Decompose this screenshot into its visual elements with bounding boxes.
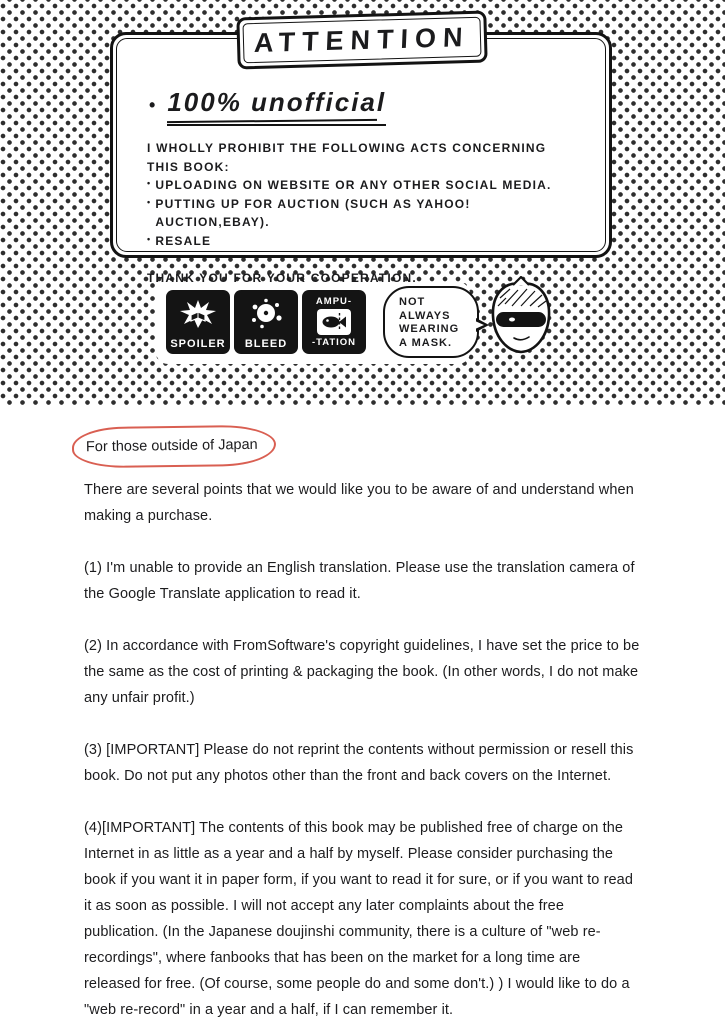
notes-intro: There are several points that we would like you to be aware of and understand when making a purchase.: [84, 482, 634, 524]
prohibited-act: [147, 195, 575, 232]
speech-bubble: [383, 286, 479, 358]
note-paragraph: (1) I'm unable to provide an English translation. Please use the translation camera of the Google Translate application to read it.: [84, 560, 635, 602]
note-paragraph: (3) [IMPORTANT] Please do not reprint the contents without permission or resell this book. Do not put any photos other than the front and back covers on the Internet.: [84, 742, 634, 784]
prohibited-act-text: RESALE: [155, 233, 212, 248]
prohibited-act: [147, 176, 575, 195]
prohibited-act-text: PUTTING UP FOR AUCTION (SUCH AS YAHOO! AUCTION,EBAY).: [155, 196, 471, 229]
mask-face-illustration: [482, 276, 560, 367]
badge-spoiler: [166, 290, 230, 354]
badge-bleed-label: BLEED: [244, 338, 288, 350]
act-bullet: •: [147, 178, 152, 188]
notes-section: [0, 405, 725, 1023]
speech-bubble-line: NOT: [399, 296, 426, 308]
speech-bubble-line: A MASK.: [399, 336, 453, 349]
attention-banner: [236, 11, 487, 70]
badge-amputation-label-bottom: -TATION: [311, 337, 357, 348]
act-bullet: •: [147, 196, 152, 207]
thanks-line: THANK YOU FOR YOUR COOPERATION.: [147, 271, 417, 285]
speech-bubble-line: WEARING: [399, 323, 460, 335]
badge-amputation: [302, 290, 366, 354]
bullet-dot: •: [149, 95, 158, 115]
prohibition-list: [147, 139, 575, 288]
bleed-icon: [234, 290, 298, 338]
notes-heading-red-circle: [72, 425, 276, 469]
prohibition-header: I WHOLLY PROHIBIT THE FOLLOWING ACTS CONCERNING THIS BOOK:: [147, 141, 547, 174]
speech-bubble-line: ALWAYS: [399, 309, 451, 322]
prohibited-act: [147, 232, 575, 251]
note-paragraph: (4)[IMPORTANT] The contents of this book may be published free of charge on the Internet in as little as a year and a half by myself. Please consider purchasing the book if you want it in paper form, if you want to read it for sure, or if you want to read it as soon as possible. I will not accept any later complaints about the free publication. (In the Japanese doujinshi community, there is a culture of "web re-recordings", where fanbooks that has been on the market for a long time are released for free. (Of course, some people do and some don't.) ) I would like to do a "web re-record" in a year and a half, if I can remember it.: [84, 820, 633, 1018]
unofficial-text: 100% unofficial: [167, 87, 386, 126]
badge-amputation-label-top: AMPU-: [315, 296, 353, 307]
note-paragraph: (2) In accordance with FromSoftware's copyright guidelines, I have set the price to be the same as the cost of printing & packaging the book. (In other words, I do not make any unfair profit.): [84, 638, 640, 706]
badge-bleed: [234, 290, 298, 354]
halftone-background: [0, 0, 725, 405]
notes-heading: For those outside of Japan: [85, 436, 258, 456]
spoiler-icon: [166, 290, 230, 338]
unofficial-headline: [149, 87, 575, 126]
prohibited-act-text: UPLOADING ON WEBSITE OR ANY OTHER SOCIAL MEDIA.: [155, 178, 552, 192]
act-bullet: •: [147, 233, 152, 244]
badge-spoiler-label: SPOILER: [170, 338, 226, 350]
notes-heading-wrap: [84, 426, 640, 467]
attention-banner-text: ATTENTION: [253, 21, 471, 58]
fish-icon: [317, 309, 351, 335]
